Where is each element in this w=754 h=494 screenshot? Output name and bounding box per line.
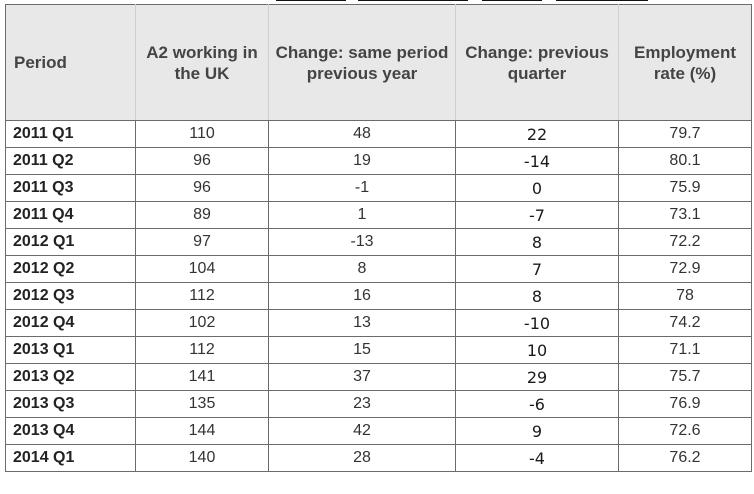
a2-working-cell: 141 (136, 364, 269, 391)
change-year-cell: 8 (269, 256, 456, 283)
a2-working-cell: 110 (136, 121, 269, 148)
change-year-cell: 15 (269, 337, 456, 364)
employment-rate-cell: 73.1 (619, 202, 752, 229)
period-cell: 2011 Q2 (6, 148, 136, 175)
table-row (6, 283, 752, 310)
change-year-cell: 13 (269, 310, 456, 337)
period-cell: 2014 Q1 (6, 445, 136, 472)
table-row (6, 445, 752, 472)
employment-rate-cell: 79.7 (619, 121, 752, 148)
change-year-cell: 28 (269, 445, 456, 472)
header-change-quarter: Change: previous quarter (456, 5, 619, 121)
change-quarter-cell: 0 (456, 175, 619, 202)
table-row (6, 418, 752, 445)
employment-rate-cell: 76.9 (619, 391, 752, 418)
period-cell: 2013 Q4 (6, 418, 136, 445)
a2-working-cell: 135 (136, 391, 269, 418)
table-row (6, 121, 752, 148)
table-row (6, 391, 752, 418)
employment-rate-cell: 72.2 (619, 229, 752, 256)
change-quarter-cell: -10 (456, 310, 619, 337)
a2-working-cell: 112 (136, 283, 269, 310)
change-year-cell: 48 (269, 121, 456, 148)
a2-working-cell: 144 (136, 418, 269, 445)
change-quarter-cell: 10 (456, 337, 619, 364)
header-row (6, 5, 752, 121)
employment-rate-cell: 71.1 (619, 337, 752, 364)
change-quarter-cell: -4 (456, 445, 619, 472)
period-cell: 2013 Q3 (6, 391, 136, 418)
change-year-cell: 16 (269, 283, 456, 310)
a2-working-cell: 102 (136, 310, 269, 337)
employment-rate-cell: 76.2 (619, 445, 752, 472)
period-cell: 2013 Q2 (6, 364, 136, 391)
header-employment-rate: Employment rate (%) (619, 5, 752, 121)
change-quarter-cell: 9 (456, 418, 619, 445)
change-year-cell: 23 (269, 391, 456, 418)
table-row (6, 310, 752, 337)
change-quarter-cell: 29 (456, 364, 619, 391)
change-year-cell: 19 (269, 148, 456, 175)
header-period: Period (6, 5, 136, 121)
table-body (6, 121, 752, 472)
change-year-cell: 37 (269, 364, 456, 391)
a2-working-cell: 112 (136, 337, 269, 364)
period-cell: 2012 Q4 (6, 310, 136, 337)
table-row (6, 175, 752, 202)
employment-rate-cell: 75.7 (619, 364, 752, 391)
change-quarter-cell: 7 (456, 256, 619, 283)
employment-rate-cell: 74.2 (619, 310, 752, 337)
employment-rate-cell: 80.1 (619, 148, 752, 175)
change-quarter-cell: 8 (456, 283, 619, 310)
change-year-cell: -1 (269, 175, 456, 202)
employment-rate-cell: 72.9 (619, 256, 752, 283)
period-cell: 2013 Q1 (6, 337, 136, 364)
employment-rate-cell: 75.9 (619, 175, 752, 202)
table-row (6, 148, 752, 175)
change-quarter-cell: 8 (456, 229, 619, 256)
cropped-title-remnant (0, 0, 754, 3)
change-year-cell: 1 (269, 202, 456, 229)
period-cell: 2012 Q2 (6, 256, 136, 283)
change-quarter-cell: 22 (456, 121, 619, 148)
header-change-year: Change: same period previous year (269, 5, 456, 121)
a2-working-cell: 104 (136, 256, 269, 283)
employment-rate-cell: 72.6 (619, 418, 752, 445)
change-year-cell: 42 (269, 418, 456, 445)
period-cell: 2012 Q3 (6, 283, 136, 310)
table-row (6, 337, 752, 364)
employment-table (5, 4, 752, 472)
change-quarter-cell: -6 (456, 391, 619, 418)
table-row (6, 202, 752, 229)
period-cell: 2011 Q4 (6, 202, 136, 229)
table-row (6, 256, 752, 283)
period-cell: 2011 Q1 (6, 121, 136, 148)
header-a2-working: A2 working in the UK (136, 5, 269, 121)
period-cell: 2011 Q3 (6, 175, 136, 202)
a2-working-cell: 140 (136, 445, 269, 472)
a2-working-cell: 96 (136, 148, 269, 175)
a2-working-cell: 97 (136, 229, 269, 256)
employment-rate-cell: 78 (619, 283, 752, 310)
a2-working-cell: 89 (136, 202, 269, 229)
change-quarter-cell: -7 (456, 202, 619, 229)
table-header (6, 5, 752, 121)
table-row (6, 364, 752, 391)
table-row (6, 229, 752, 256)
a2-working-cell: 96 (136, 175, 269, 202)
change-year-cell: -13 (269, 229, 456, 256)
period-cell: 2012 Q1 (6, 229, 136, 256)
change-quarter-cell: -14 (456, 148, 619, 175)
